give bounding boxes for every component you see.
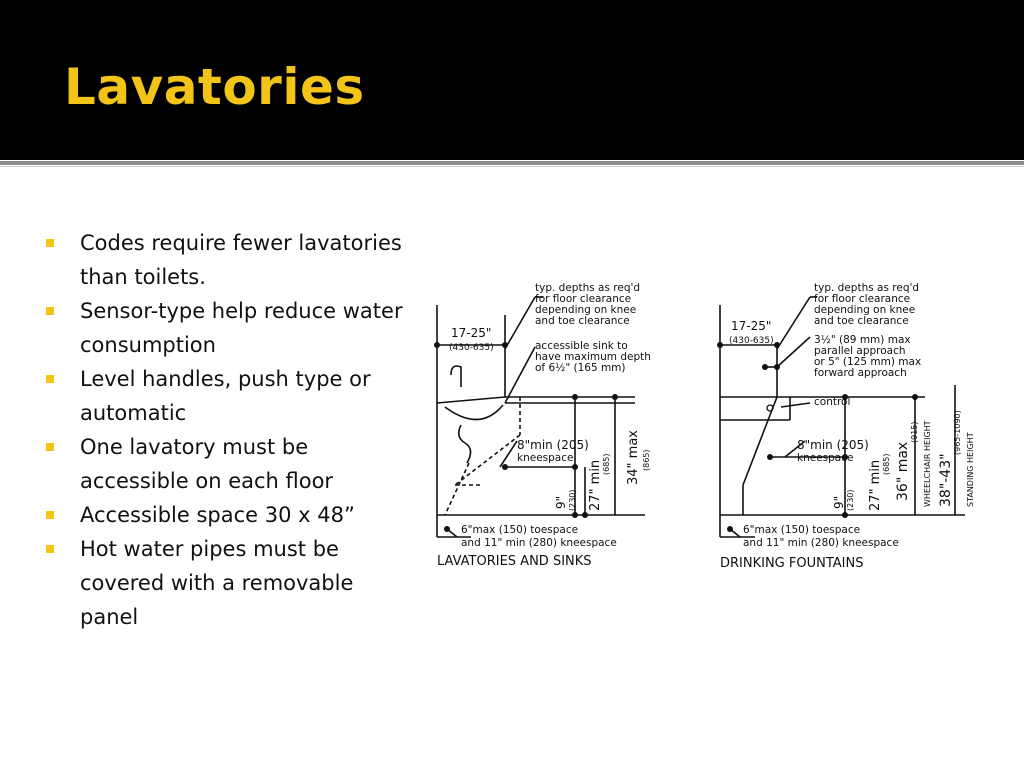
right-dim-36-mm: (915) [910, 421, 919, 443]
bullet-square-icon [46, 307, 54, 315]
left-dim-27-mm: (685) [602, 453, 611, 475]
right-dim-38-sub: STANDING HEIGHT [966, 432, 975, 507]
right-caption: DRINKING FOUNTAINS [720, 556, 864, 571]
bullet-text: Level handles, push type or automatic [80, 367, 371, 425]
bullet-item [44, 498, 414, 532]
bullet-item [44, 362, 414, 430]
right-dim-38-mm: (965-1090) [953, 410, 962, 455]
right-note-approach-2: parallel approach [814, 345, 906, 357]
bullet-text: Codes require fewer lavatories than toilets. [80, 231, 402, 289]
right-note-approach-3: or 5" (125 mm) max [814, 356, 922, 368]
right-note-clearance-3: depending on knee [814, 304, 916, 316]
right-note-clearance-1: typ. depths as req'd [814, 282, 920, 294]
right-dim-9: 9" [832, 495, 846, 509]
left-note-clearance-2: for floor clearance [535, 293, 632, 305]
right-dim-9-mm: (230) [846, 489, 855, 511]
bullet-square-icon [46, 511, 54, 519]
left-knee-label: 8"min (205) [517, 438, 589, 452]
bullet-text: Hot water pipes must be covered with a removable panel [80, 537, 354, 629]
title-bar [0, 0, 1024, 160]
right-control-label: control [814, 396, 851, 408]
left-depth-range: 17-25" [451, 326, 492, 340]
left-note-clearance-4: and toe clearance [535, 315, 630, 327]
left-toe-line-1: 6"max (150) toespace [461, 524, 579, 536]
left-dim-9-mm: (230) [568, 489, 577, 511]
right-depth-range: 17-25" [731, 319, 772, 333]
header-divider-thin [0, 166, 1024, 167]
left-dim-34: 34" max [626, 430, 641, 485]
bullet-item [44, 532, 414, 634]
left-note-sink-1: accessible sink to [535, 340, 628, 352]
bullet-square-icon [46, 239, 54, 247]
bullet-square-icon [46, 375, 54, 383]
left-dim-34-mm: (865) [642, 449, 651, 471]
left-toe-line-2: and 11" min (280) kneespace [461, 537, 617, 549]
bullet-list [44, 226, 414, 634]
right-note-approach-4: forward approach [814, 367, 907, 379]
right-note-clearance-4: and toe clearance [814, 315, 909, 327]
header-divider [0, 161, 1024, 165]
bullet-text: Accessible space 30 x 48” [80, 503, 355, 527]
bullet-item [44, 294, 414, 362]
bullet-item [44, 226, 414, 294]
left-note-clearance-3: depending on knee [535, 304, 637, 316]
left-depth-range-mm: (430-635) [449, 343, 494, 353]
left-note-sink-3: of 6½" (165 mm) [535, 362, 626, 374]
left-note-sink-2: have maximum depth [535, 351, 651, 363]
right-knee-sub: kneespace [797, 452, 854, 464]
bullet-square-icon [46, 545, 54, 553]
bullet-text: Sensor-type help reduce water consumption [80, 299, 403, 357]
left-knee-sub: kneespace [517, 452, 574, 464]
right-knee-label: 8"min (205) [797, 438, 869, 452]
slide-title: Lavatories [64, 58, 365, 116]
right-depth-range-mm: (430-635) [729, 336, 774, 346]
left-note-clearance-1: typ. depths as req'd [535, 282, 641, 294]
left-dim-27: 27" min [588, 459, 603, 511]
right-dim-36: 36" max [895, 441, 911, 501]
left-caption: LAVATORIES AND SINKS [437, 554, 592, 569]
bullet-square-icon [46, 443, 54, 451]
left-dim-9: 9" [554, 495, 568, 509]
bullet-text: One lavatory must be accessible on each floor [80, 435, 334, 493]
right-toe-line-2: and 11" min (280) kneespace [743, 537, 899, 549]
right-note-approach-1: 3½" (89 mm) max [814, 334, 911, 346]
accessibility-diagram [425, 275, 985, 585]
right-toe-line-1: 6"max (150) toespace [743, 524, 861, 536]
bullet-item [44, 430, 414, 498]
right-dim-36-sub: WHEELCHAIR HEIGHT [923, 420, 932, 507]
right-dim-38: 38"-43" [938, 453, 954, 507]
right-dim-27-mm: (685) [882, 453, 891, 475]
right-note-clearance-2: for floor clearance [814, 293, 911, 305]
right-dim-27: 27" min [868, 459, 883, 511]
